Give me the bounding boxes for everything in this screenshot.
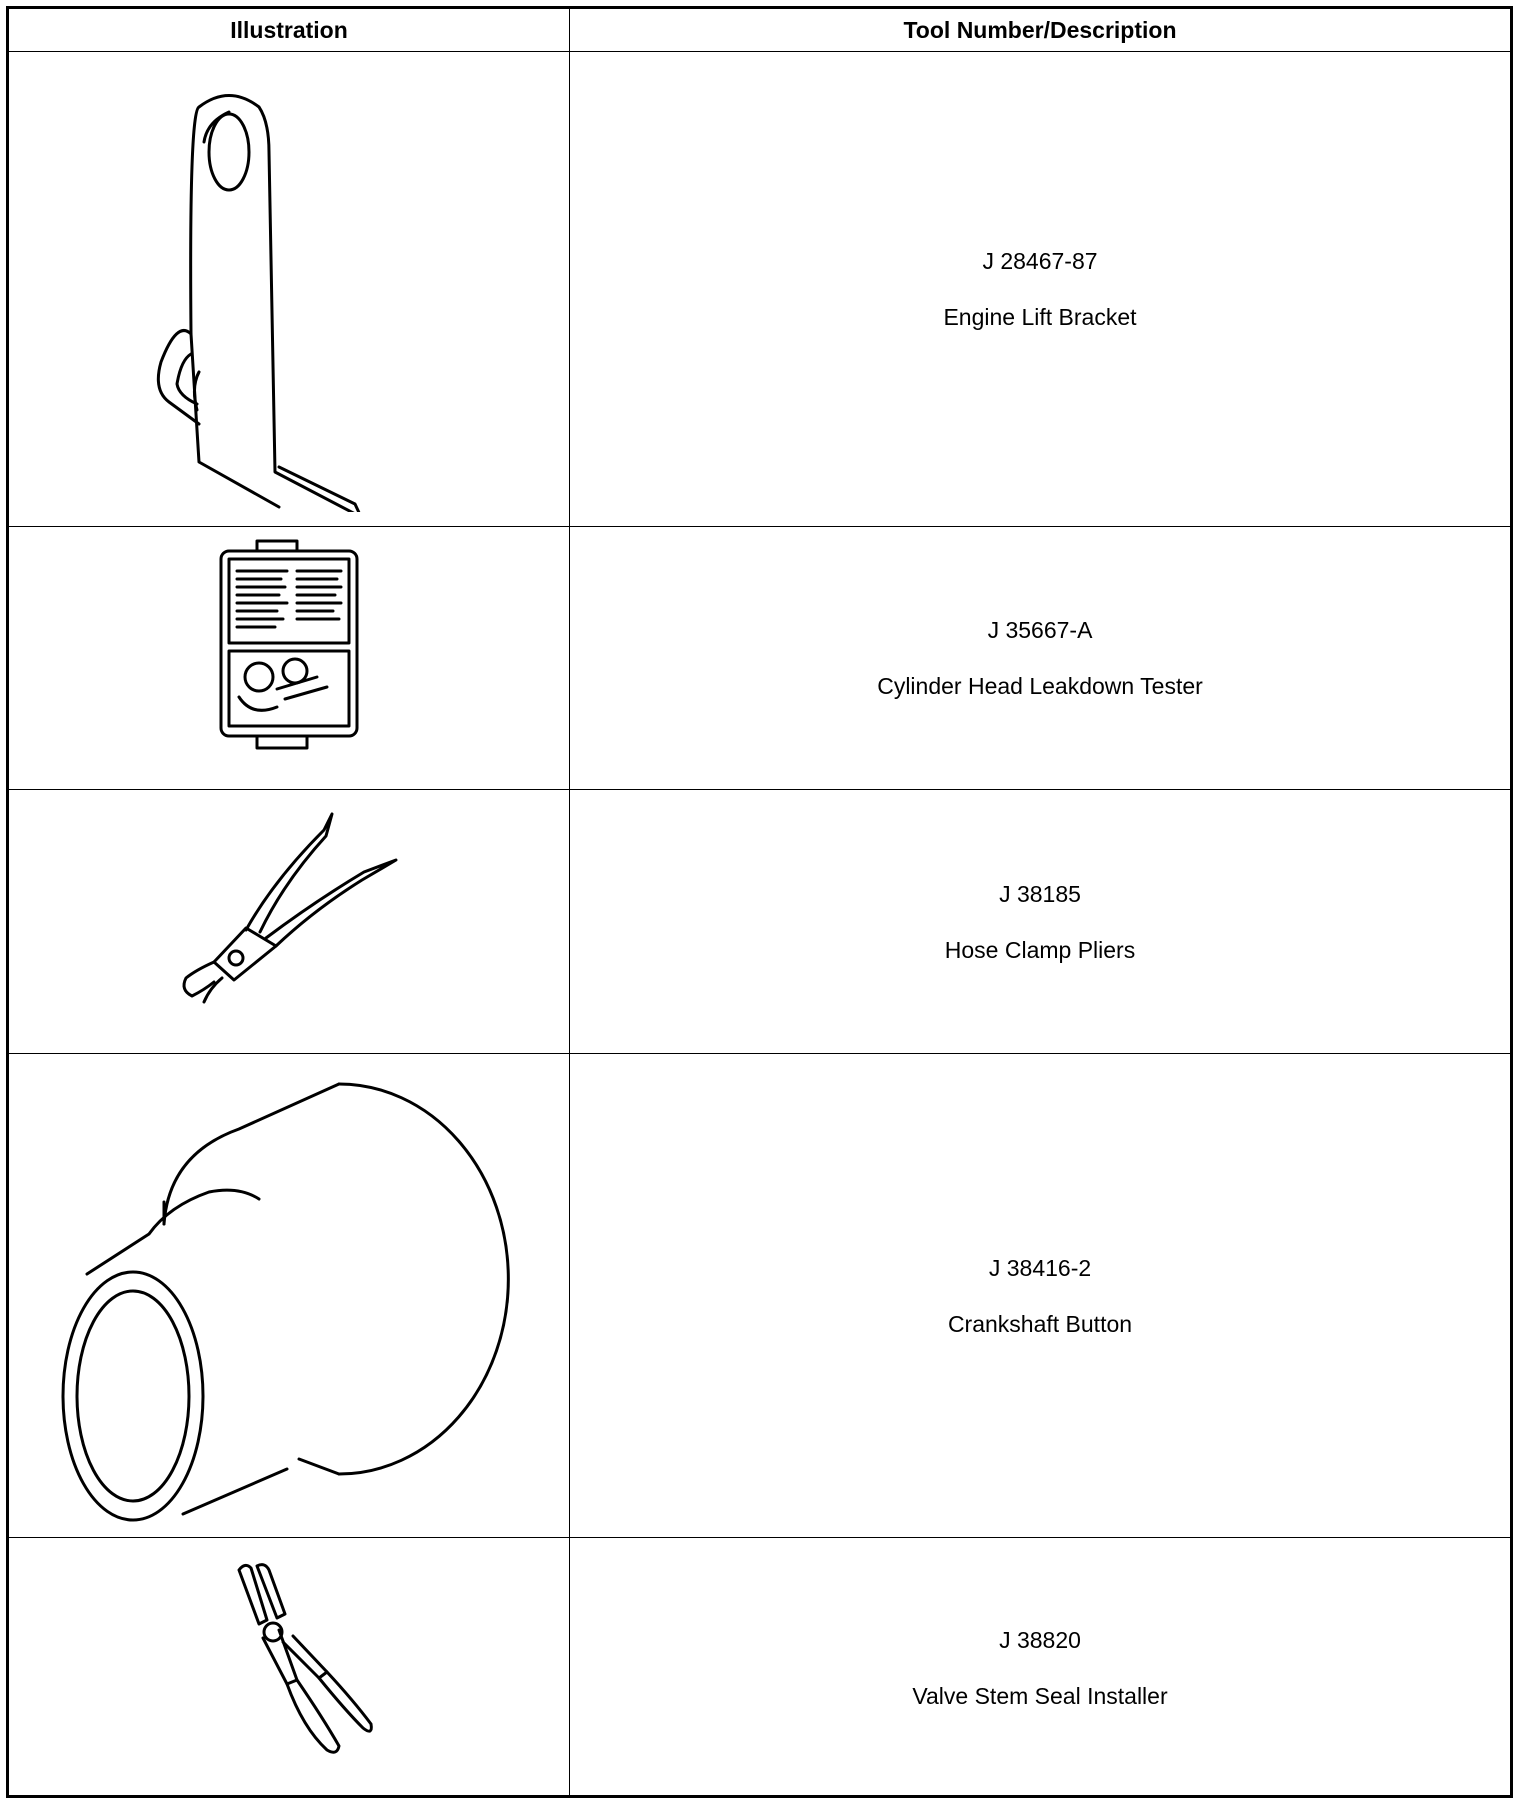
illustration-cell	[9, 52, 570, 526]
leakdown-tester-case-icon	[217, 539, 367, 754]
table-row	[9, 1054, 1510, 1538]
tool-number: J 38820	[999, 1627, 1081, 1653]
tool-description: Cylinder Head Leakdown Tester	[877, 673, 1203, 699]
tool-number: J 28467-87	[982, 248, 1098, 274]
hose-clamp-pliers-icon	[174, 810, 414, 1010]
table-header-row	[9, 9, 1510, 52]
table-row	[9, 1538, 1510, 1798]
illustration-cell	[9, 1538, 570, 1798]
tool-number: J 38185	[999, 880, 1081, 907]
illustration-cell	[9, 527, 570, 789]
tool-description: Crankshaft Button	[947, 1310, 1133, 1337]
crankshaft-button-icon	[59, 1074, 519, 1524]
tool-number: J 35667-A	[987, 617, 1093, 643]
header-tool-description: Tool Number/Description	[903, 16, 1177, 43]
valve-stem-seal-installer-icon	[227, 1560, 397, 1760]
illustration-cell	[9, 790, 570, 1053]
tool-description: Hose Clamp Pliers	[944, 936, 1136, 963]
table-row	[9, 527, 1510, 790]
engine-lift-bracket-icon	[149, 72, 449, 512]
header-illustration: Illustration	[9, 9, 570, 51]
table-row	[9, 790, 1510, 1054]
illustration-cell	[9, 1054, 570, 1537]
tool-description: Valve Stem Seal Installer	[912, 1683, 1168, 1709]
special-tools-table	[6, 6, 1513, 1798]
tool-description: Engine Lift Bracket	[943, 304, 1137, 330]
table-row	[9, 52, 1510, 527]
tool-number: J 38416-2	[988, 1254, 1092, 1281]
